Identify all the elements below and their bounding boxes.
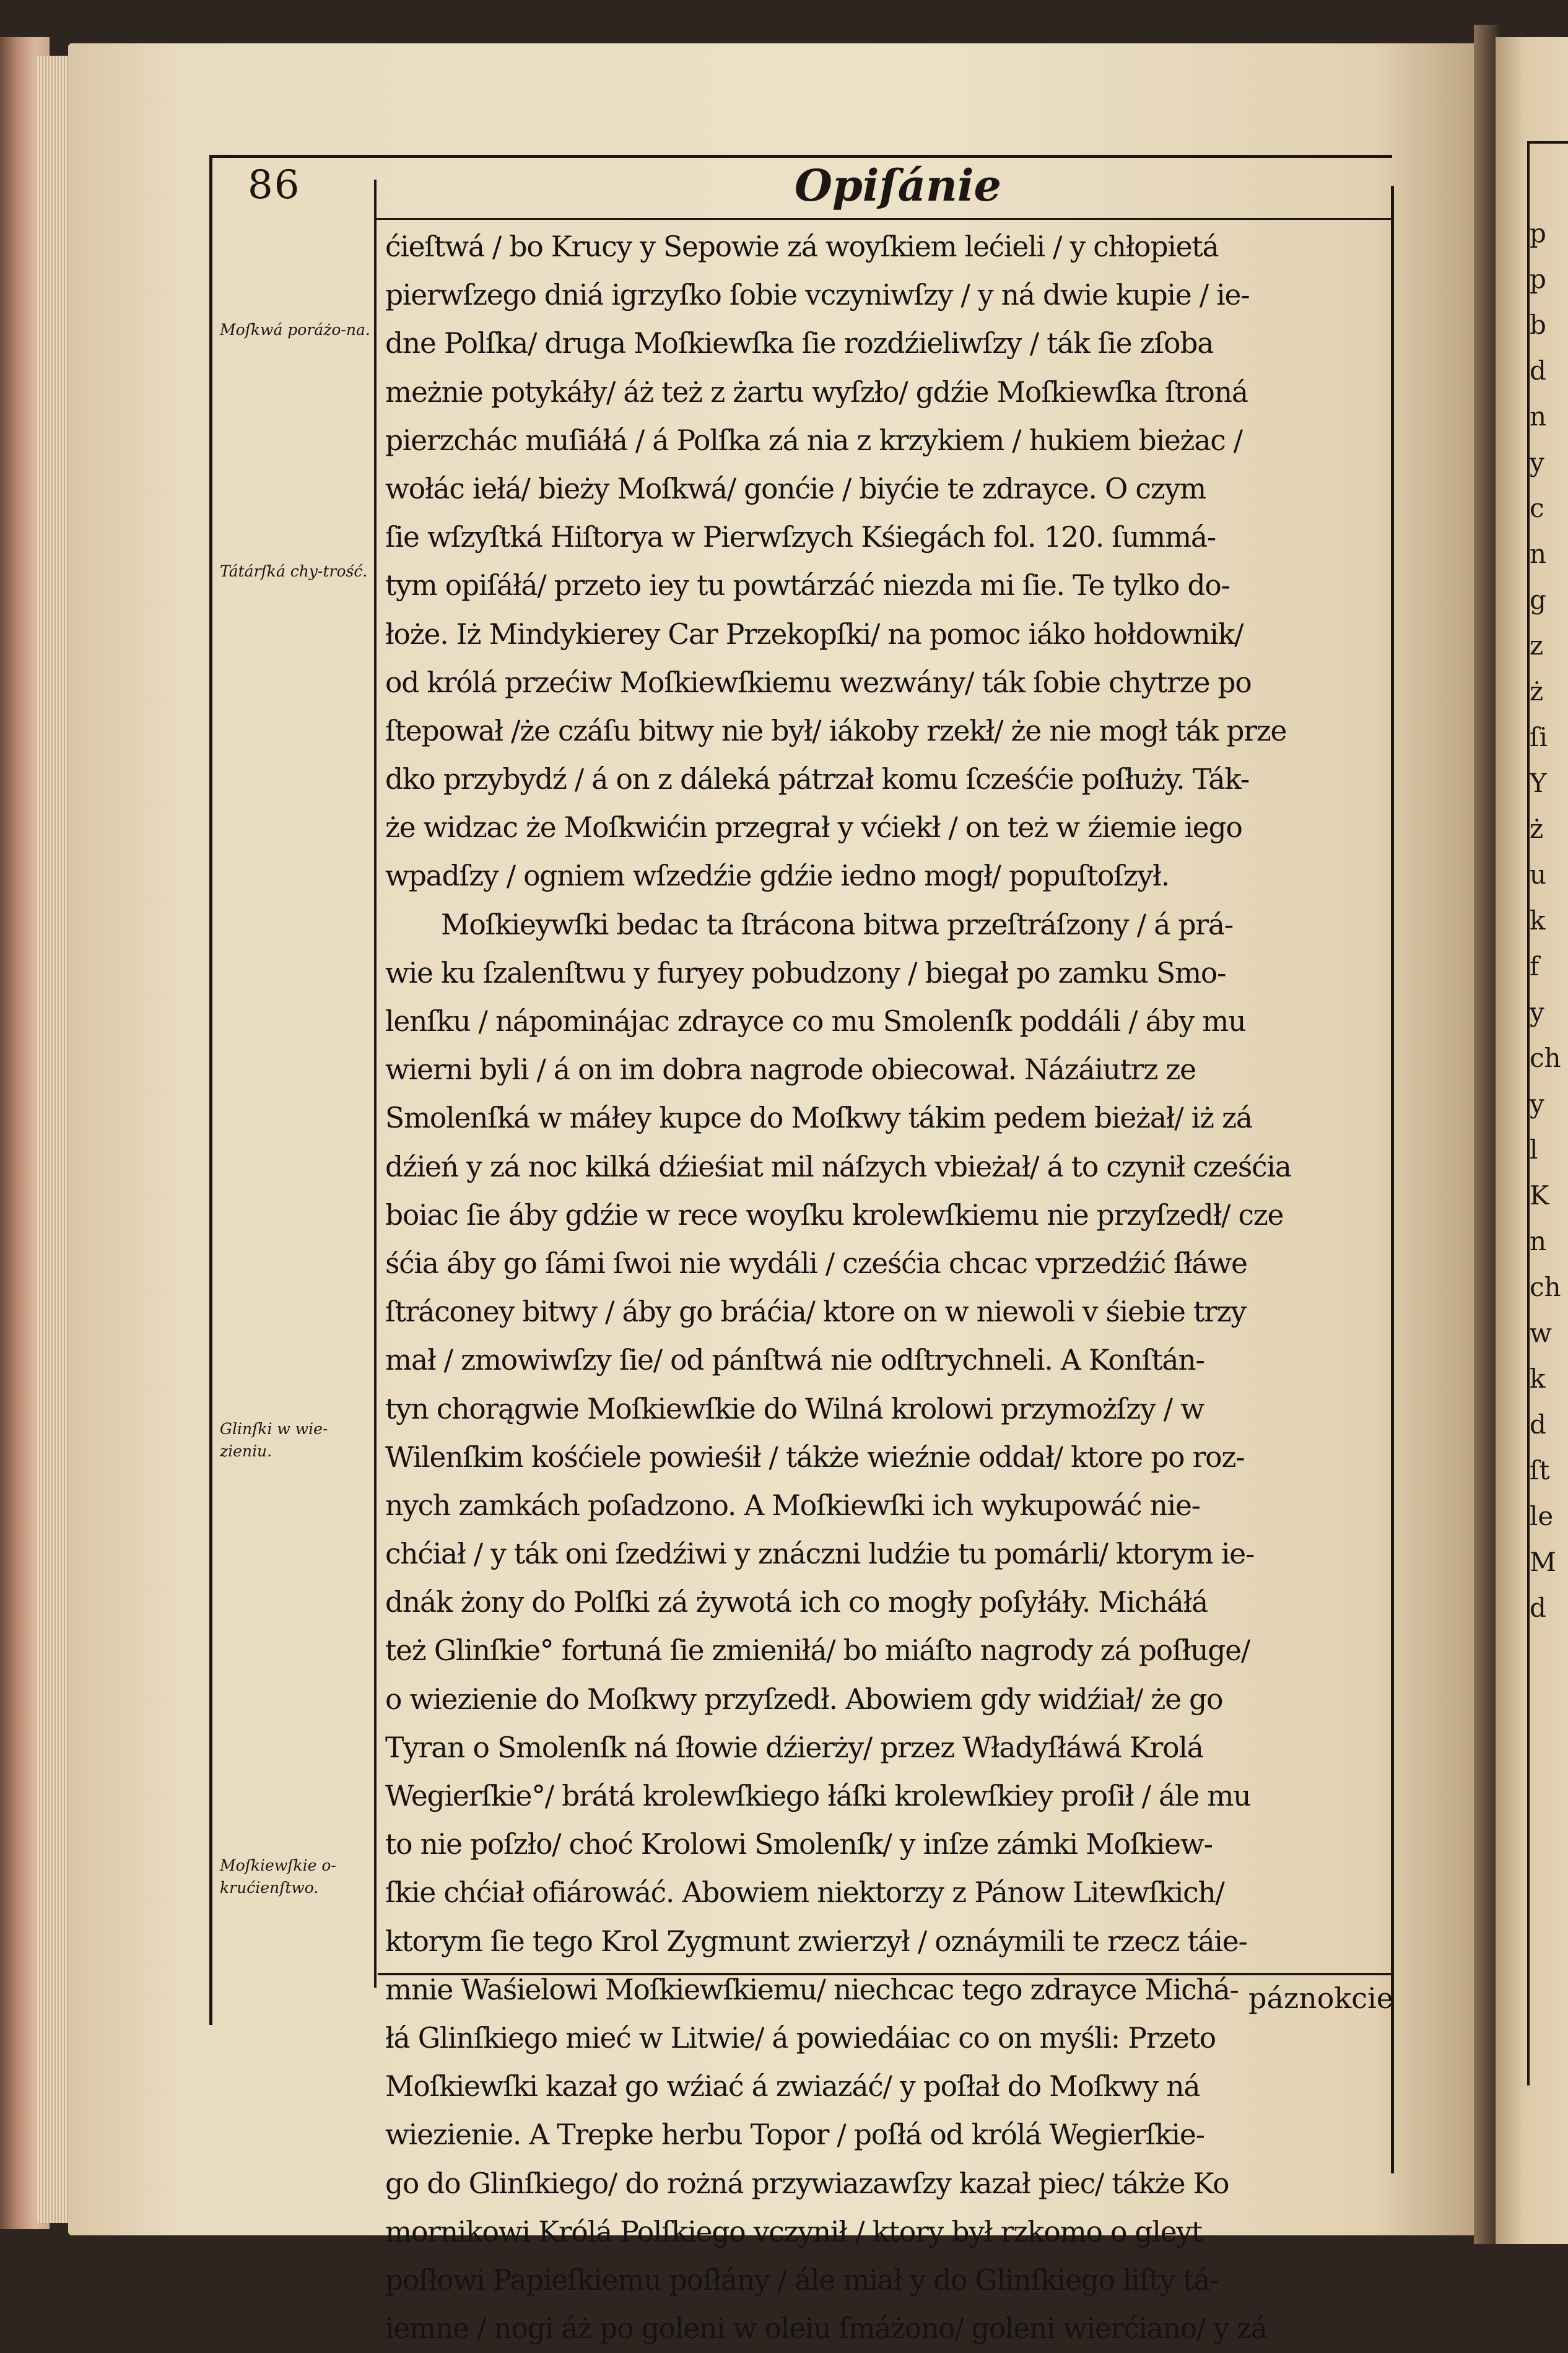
facing-page-fragment: n — [1530, 539, 1547, 569]
text-line: łoże. Iż Mindykierey Car Przekopſki/ na pomoc iáko hołdownik/ — [385, 617, 1244, 651]
facing-page-fragment: d — [1530, 1409, 1546, 1440]
text-line: chćiał / y ták oni ſzedźiwi y znáczni ludźie tu pomárli/ ktorym ie- — [385, 1537, 1255, 1571]
facing-page-fragments — [1530, 211, 1568, 1631]
marginal-note: Moſkiewſkie o-krućienſtwo. — [220, 1856, 336, 1897]
text-line: o wiezienie do Moſkwy przyſzedł. Abowiem gdy widźiał/ że go — [385, 1682, 1223, 1716]
text-line: tyn chorągwie Moſkiewſkie do Wilná krolowi przymożſzy / w — [385, 1392, 1204, 1425]
text-line: Moſkiewſki kazał go wźiać á zwiazáć/ y poſłał do Moſkwy ná — [385, 2070, 1200, 2103]
facing-page-fragment: y — [1530, 447, 1544, 477]
facing-page-fragment: f — [1530, 951, 1540, 981]
frame-right-rule — [1391, 186, 1394, 2173]
margin-column-divider — [374, 180, 377, 1988]
facing-page-fragment: Y — [1530, 768, 1547, 798]
text-line: dźień y zá noc kilká dźieśiat mil náſzych vbieżał/ á to czynił cześćia — [385, 1150, 1291, 1183]
text-line: łá Glinſkiego mieć w Litwie/ á powiedáiac co on myśli: Przeto — [385, 2021, 1216, 2055]
marginal-note: Tátárſká chy-trość. — [220, 562, 368, 580]
facing-page-fragment: ch — [1530, 1272, 1561, 1302]
facing-page-fragment: w — [1530, 1318, 1552, 1348]
text-line: lenſku / nápominájac zdrayce co mu Smolenſk poddáli / áby mu — [385, 1005, 1246, 1038]
text-line: Tyran o Smolenſk ná ſłowie dźierży/ przez Władyſłáwá Krolá — [385, 1731, 1203, 1764]
facing-page-fragment: p — [1530, 218, 1546, 248]
facing-page-fragment: M — [1530, 1547, 1557, 1577]
facing-page-fragment: ż — [1530, 676, 1544, 707]
text-line: mornikowi Królá Polſkiego vczynił / ktory był rzkomo o gleyt — [385, 2215, 1203, 2248]
text-line: meżnie potykáły/ áż też z żartu wyſzło/ gdźie Moſkiewſka ſtroná — [385, 375, 1248, 409]
text-line: tym opiſáłá/ przeto iey tu powtárzáć niezda mi ſie. Te tylko do- — [385, 569, 1230, 602]
facing-page-fragment: n — [1530, 1226, 1547, 1256]
text-line: ćieſtwá / bo Krucy y Sepowie zá woyſkiem lećieli / y chłopietá — [385, 230, 1219, 263]
facing-page-fragment: c — [1530, 493, 1544, 523]
facing-page-fragment: l — [1530, 1134, 1538, 1165]
text-line: ſtráconey bitwy / áby go bráćia/ ktore on w niewoli v śiebie trzy — [385, 1295, 1246, 1329]
marginal-note: Moſkwá poráżo-na. — [220, 321, 370, 339]
text-line: dnák żony do Polſki zá żywotá ich co mogły poſyłáły. Micháłá — [385, 1586, 1208, 1619]
facing-page-fragment: ż — [1530, 814, 1544, 844]
text-line: Smolenſká w máłey kupce do Moſkwy tákim pedem bieżał/ iż zá — [385, 1102, 1252, 1135]
text-line: Moſkieywſki bedac ta ſtrácona bitwa przeſtráſzony / á prá- — [441, 908, 1233, 941]
facing-page-fragment: g — [1530, 585, 1546, 615]
facing-page-fragment: ſt — [1530, 1455, 1550, 1485]
facing-page-fragment: b — [1530, 310, 1546, 340]
text-line: Wegierſkie°/ brátá krolewſkiego łáſki krolewſkiey proſił / ále mu — [385, 1780, 1251, 1812]
facing-page-fragment: d — [1530, 1593, 1546, 1623]
facing-page-rule — [1527, 141, 1568, 144]
facing-page-fragment: ch — [1530, 1043, 1561, 1073]
text-line: śćia áby go ſámi ſwoi nie wydáli / cześćia chcac vprzedźić ſłáwe — [385, 1246, 1247, 1280]
text-line: pierwſzego dniá igrzyſko ſobie vczyniwſzy / y ná dwie kupie / ie- — [385, 279, 1250, 312]
text-line: wie ku ſzalenſtwu y furyey pobudzony / biegał po zamku Smo- — [385, 956, 1226, 989]
book-gutter — [1474, 25, 1499, 2244]
facing-page-fragment: y — [1530, 997, 1544, 1027]
text-line: od królá przećiw Moſkiewſkiemu wezwány/ ták ſobie chytrze po — [385, 666, 1252, 699]
text-line: go do Glinſkiego/ do rożná przywiazawſzy kazał piec/ tákże Ko — [385, 2167, 1229, 2200]
text-line: że widzac że Moſkwićin przegrał y vćiekł / on też w źiemie iego — [385, 811, 1242, 845]
facing-page-fragment: n — [1530, 401, 1547, 432]
text-line: mnie Waśielowi Moſkiewſkiemu/ niechcac tego zdrayce Michá- — [385, 1973, 1239, 2006]
text-line: pierzchác muſiáłá / á Polſka zá nia z krzykiem / hukiem bieżac / — [385, 424, 1242, 457]
frame-top-rule — [209, 155, 1392, 158]
text-line: to nie poſzło/ choć Krolowi Smolenſk/ y inſze zámki Moſkiew- — [385, 1828, 1213, 1861]
page-number: 86 — [248, 162, 301, 208]
facing-page-fragment: z — [1530, 630, 1544, 661]
text-line: ſkie chćiał ofiárowáć. Abowiem niektorzy z Pánow Litewſkich/ — [385, 1876, 1224, 1910]
text-line: nych zamkách poſadzono. A Moſkiewſki ich wykupowáć nie- — [385, 1489, 1200, 1522]
running-title: Opiſánie — [794, 160, 1001, 211]
facing-page-fragment: y — [1530, 1089, 1544, 1119]
marginal-note: Glinſki w wie-zieniu. — [220, 1420, 328, 1460]
text-line: mał / zmowiwſzy ſie/ od pánſtwá nie odſtrychneli. A Konſtán- — [385, 1344, 1204, 1377]
facing-page-fragment: le — [1530, 1501, 1554, 1531]
facing-page-fragment: d — [1530, 355, 1546, 386]
header-rule — [377, 218, 1393, 220]
frame-left-rule — [209, 155, 212, 2025]
text-line: ſtepował /że czáſu bitwy nie był/ iákoby rzekł/ że nie mogł ták prze — [385, 714, 1287, 747]
facing-page-fragment: ſi — [1530, 722, 1548, 752]
facing-page-fragment: u — [1530, 859, 1547, 890]
text-line: też Glinſkie° fortuná ſie zmieniłá/ bo miáſto nagrody zá poſługe/ — [385, 1634, 1250, 1668]
facing-page-fragment: k — [1530, 1364, 1546, 1394]
text-line: wierni byli / á on im dobra nagrode obiecował. Názáiutrz ze — [385, 1053, 1196, 1087]
facing-page-fragment: K — [1530, 1180, 1549, 1211]
text-line: dne Polſka/ druga Moſkiewſka ſie rozdźieliwſzy / ták ſie zſoba — [385, 327, 1214, 360]
catchword: páznokcie — [1248, 1981, 1393, 2015]
text-line: wpadſzy / ogniem wſzedźie gdźie iedno mogł/ popuſtoſzył. — [385, 859, 1169, 893]
text-line: Wilenſkim kośćiele powieśił / tákże wieźnie oddał/ ktore po roz- — [385, 1440, 1245, 1474]
text-line: wołác iełá/ bieży Moſkwá/ gonćie / biyćie te zdrayce. O czym — [385, 472, 1206, 505]
text-line: iemne / nogi áż po goleni w oleiu ſmáżono/ goleni wierćiano/ y zá — [385, 2312, 1267, 2346]
text-line: boiac ſie áby gdźie w rece woyſku krolewſkiemu nie przyſzedł/ cze — [385, 1198, 1284, 1232]
main-text-block — [385, 223, 1388, 2353]
facing-page-fragment: p — [1530, 264, 1546, 294]
text-line: ktorym ſie tego Krol Zygmunt zwierzył / oznáymili te rzecz táie- — [385, 1925, 1247, 1958]
facing-page-fragment: k — [1530, 905, 1546, 936]
text-line: ſie wſzyſtká Hiſtorya w Pierwſzych Kśiegách fol. 120. ſummá- — [385, 521, 1216, 554]
text-line: poſłowi Papieſkiemu poſłány / ále miał y do Glinſkiego liſty tá- — [385, 2263, 1219, 2297]
text-line: dko przybydź / á on z dáleká pátrzał komu ſcześćie poſłuży. Ták- — [385, 763, 1250, 796]
text-line: wiezienie. A Trepke herbu Topor / poſłá od królá Wegierſkie- — [385, 2118, 1204, 2152]
